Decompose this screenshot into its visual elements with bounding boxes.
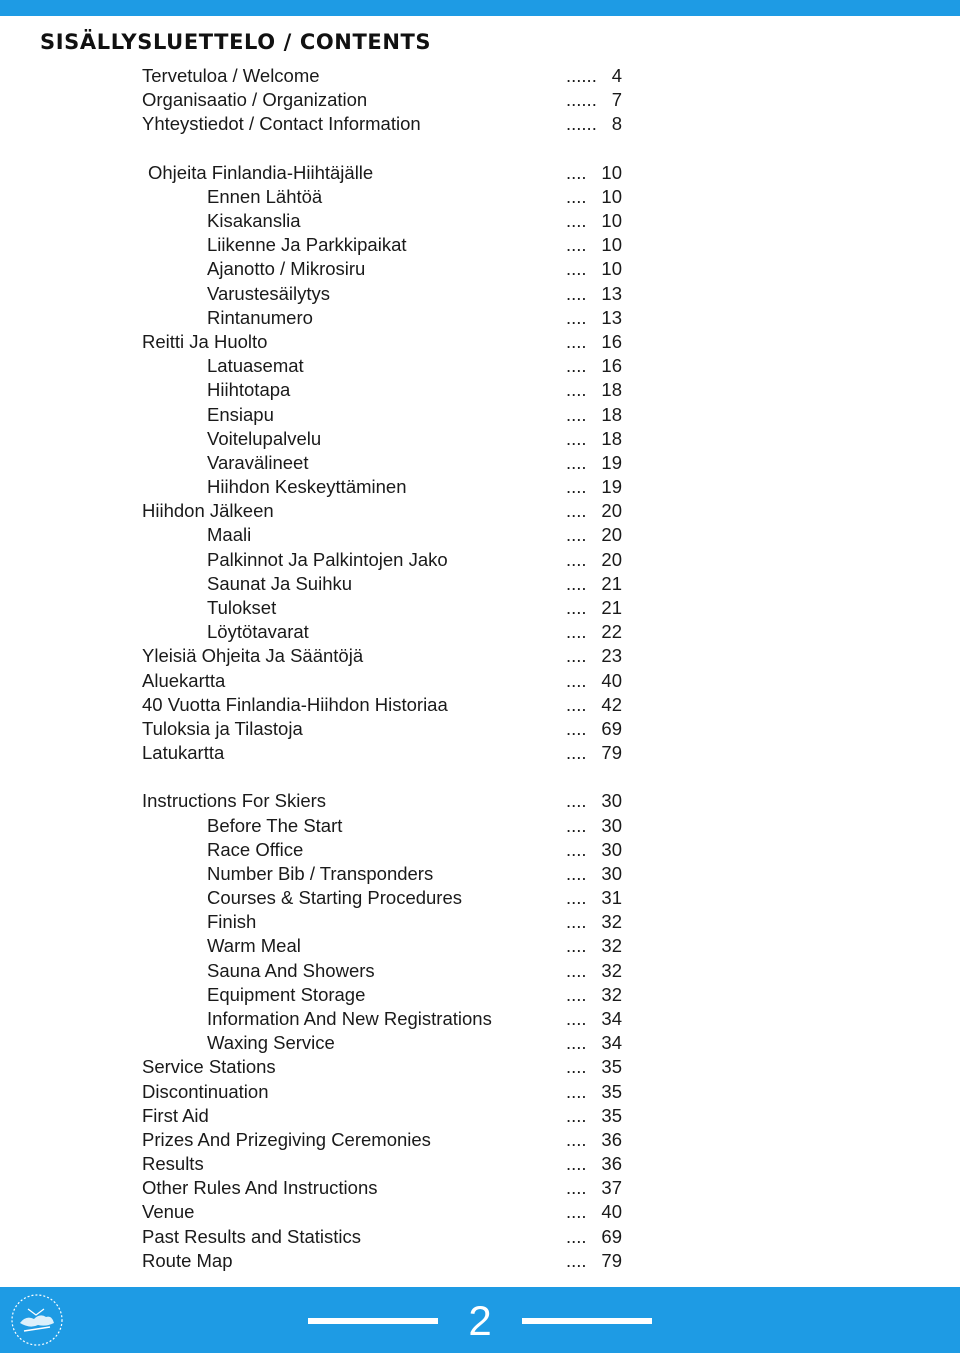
toc-entry-label: Latuasemat <box>207 355 304 377</box>
toc-entry-label: Hiihdon Keskeyttäminen <box>207 476 407 498</box>
toc-entry-label: Reitti Ja Huolto <box>142 330 268 352</box>
toc-entry-page: 36 <box>601 1128 622 1150</box>
toc-entry <box>0 161 960 185</box>
toc-entry <box>0 669 960 693</box>
toc-entry-page: 79 <box>601 742 622 764</box>
toc-entry-label: Venue <box>142 1201 195 1223</box>
toc-entry <box>0 910 960 934</box>
toc-entry-label: Finish <box>207 911 257 933</box>
toc-entry-page: 21 <box>601 596 622 618</box>
toc-entry-page: 13 <box>601 282 622 304</box>
toc-entry-label: Ohjeita Finlandia-Hiihtäjälle <box>148 161 374 183</box>
toc-entry-label: Rintanumero <box>207 306 313 328</box>
toc-entry <box>0 185 960 209</box>
toc-entry-label: Palkinnot Ja Palkintojen Jako <box>207 548 448 570</box>
page-footer <box>0 1287 960 1353</box>
toc-entry-page: 16 <box>601 355 622 377</box>
toc-entry-leader: .... <box>566 742 587 764</box>
toc-entry-label: Latukartta <box>142 742 225 764</box>
toc-entry-page: 10 <box>601 185 622 207</box>
toc-entry-leader: .... <box>566 1177 587 1199</box>
toc-entry <box>0 1007 960 1031</box>
toc-entry-label: Before The Start <box>207 814 343 836</box>
toc-entry-leader: .... <box>566 282 587 304</box>
toc-entry-leader: .... <box>566 234 587 256</box>
toc-entry-label: Sauna And Showers <box>207 959 375 981</box>
toc-entry-label: Hiihdon Jälkeen <box>142 500 274 522</box>
toc-entry <box>0 282 960 306</box>
toc-entry-label: Discontinuation <box>142 1080 269 1102</box>
toc-entry <box>0 1055 960 1079</box>
toc-entry-label: Liikenne Ja Parkkipaikat <box>207 234 407 256</box>
toc-entry-page: 30 <box>601 838 622 860</box>
toc-entry <box>0 427 960 451</box>
toc-entry <box>0 814 960 838</box>
toc-spacer <box>0 137 960 161</box>
toc-entry-leader: .... <box>566 693 587 715</box>
toc-entry-page: 18 <box>601 427 622 449</box>
toc-entry <box>0 112 960 136</box>
toc-entry-leader: .... <box>566 427 587 449</box>
toc-entry-page: 34 <box>601 1008 622 1030</box>
toc-entry-leader: ...... <box>566 65 597 86</box>
toc-entry-page: 32 <box>601 983 622 1005</box>
toc-entry-leader: .... <box>566 1249 587 1271</box>
toc-entry-page: 10 <box>601 210 622 232</box>
toc-entry-leader: .... <box>566 717 587 739</box>
toc-entry-page: 37 <box>601 1177 622 1199</box>
toc-entry-leader: .... <box>566 548 587 570</box>
toc-entry-page: 20 <box>601 500 622 522</box>
toc-entry-label: 40 Vuotta Finlandia-Hiihdon Historiaa <box>142 693 448 715</box>
toc-entry-leader: .... <box>566 572 587 594</box>
toc-entry-page: 10 <box>601 258 622 280</box>
toc-entry <box>0 378 960 402</box>
toc-entry <box>0 572 960 596</box>
toc-entry-label: Yhteystiedot / Contact Information <box>142 113 421 135</box>
toc-entry-leader: .... <box>566 790 587 812</box>
toc-entry <box>0 88 960 112</box>
toc-entry <box>0 475 960 499</box>
toc-entry-leader: .... <box>566 1008 587 1030</box>
toc-entry-page: 13 <box>601 306 622 328</box>
toc-entry <box>0 983 960 1007</box>
toc-entry <box>0 523 960 547</box>
toc-entry-page: 69 <box>601 717 622 739</box>
toc-entry-leader: .... <box>566 355 587 377</box>
toc-entry-leader: .... <box>566 1201 587 1223</box>
toc-entry <box>0 64 960 88</box>
toc-entry-label: Saunat Ja Suihku <box>207 572 353 594</box>
toc-entry <box>0 209 960 233</box>
toc-entry <box>0 741 960 765</box>
toc-entry-label: First Aid <box>142 1104 209 1126</box>
toc-entry <box>0 693 960 717</box>
toc-entry-leader: .... <box>566 1032 587 1054</box>
toc-entry-page: 42 <box>601 693 622 715</box>
toc-entry-leader: .... <box>566 911 587 933</box>
toc-entry-label: Courses & Starting Procedures <box>207 887 463 909</box>
toc-entry-label: Race Office <box>207 838 304 860</box>
toc-entry-label: Hiihtotapa <box>207 379 291 401</box>
toc-entry-page: 19 <box>601 451 622 473</box>
toc-entry <box>0 1031 960 1055</box>
toc-entry-label: Information And New Registrations <box>207 1008 492 1030</box>
toc-entry-leader: .... <box>566 524 587 546</box>
toc-entry <box>0 451 960 475</box>
toc-entry-label: Ennen Lähtöä <box>207 185 323 207</box>
toc-entry <box>0 717 960 741</box>
toc-entry-leader: .... <box>566 959 587 981</box>
toc-entry-label: Ensiapu <box>207 403 274 425</box>
toc-entry-leader: .... <box>566 814 587 836</box>
toc-entry-leader: .... <box>566 306 587 328</box>
toc-entry-label: Prizes And Prizegiving Ceremonies <box>142 1128 431 1150</box>
toc-entry <box>0 330 960 354</box>
toc-entry-leader: ...... <box>566 89 597 111</box>
toc-entry-page: 32 <box>601 959 622 981</box>
toc-entry-page: 10 <box>601 234 622 256</box>
toc-entry-page: 23 <box>601 645 622 667</box>
toc-entry <box>0 934 960 958</box>
toc-entry-label: Past Results and Statistics <box>142 1225 362 1247</box>
toc-entry-label: Tervetuloa / Welcome <box>142 65 320 86</box>
toc-entry-label: Equipment Storage <box>207 983 366 1005</box>
toc-entry <box>0 1249 960 1273</box>
toc-entry-label: Kisakanslia <box>207 210 301 232</box>
toc-entry <box>0 1128 960 1152</box>
toc-entry-leader: .... <box>566 1104 587 1126</box>
toc-entry-label: Aluekartta <box>142 669 226 691</box>
toc-entry-label: Löytötavarat <box>207 621 309 643</box>
toc-entry-page: 18 <box>601 379 622 401</box>
toc-entry-page: 16 <box>601 330 622 352</box>
toc-entry-page: 35 <box>601 1104 622 1126</box>
toc-entry-leader: .... <box>566 935 587 957</box>
page-title: SISÄLLYSLUETTELO / CONTENTS <box>40 30 432 54</box>
toc-entry-leader: .... <box>566 887 587 909</box>
toc-entry <box>0 886 960 910</box>
toc-entry-label: Varavälineet <box>207 451 309 473</box>
toc-entry-leader: .... <box>566 1128 587 1150</box>
toc-entry-leader: .... <box>566 596 587 618</box>
toc-entry-label: Varustesäilytys <box>207 282 331 304</box>
toc-entry-leader: .... <box>566 1056 587 1078</box>
toc-entry-leader: .... <box>566 669 587 691</box>
toc-entry-label: Warm Meal <box>207 935 301 957</box>
toc-entry-leader: .... <box>566 185 587 207</box>
toc-entry <box>0 306 960 330</box>
toc-entry <box>0 620 960 644</box>
page-number: 2 <box>468 1297 492 1344</box>
toc-entry <box>0 257 960 281</box>
toc-entry <box>0 548 960 572</box>
toc-entry <box>0 233 960 257</box>
toc-entry-page: 35 <box>601 1080 622 1102</box>
toc-entry <box>0 644 960 668</box>
toc-entry-leader: .... <box>566 1225 587 1247</box>
toc-entry-page: 31 <box>601 887 622 909</box>
toc-entry-label: Waxing Service <box>207 1032 335 1054</box>
toc-entry-label: Route Map <box>142 1249 233 1271</box>
toc-entry-page: 40 <box>601 669 622 691</box>
toc-entry-page: 34 <box>601 1032 622 1054</box>
toc-entry-label: Results <box>142 1153 204 1175</box>
toc-entry-leader: .... <box>566 379 587 401</box>
toc-entry-page: 20 <box>601 524 622 546</box>
toc-entry-label: Organisaatio / Organization <box>142 89 368 111</box>
toc-entry-page: 10 <box>601 161 622 183</box>
toc-entry <box>0 838 960 862</box>
toc-entry-label: Tuloksia ja Tilastoja <box>142 717 303 739</box>
toc-entry-page: 19 <box>601 476 622 498</box>
toc-entry-label: Number Bib / Transponders <box>207 862 434 884</box>
toc-entry-leader: .... <box>566 862 587 884</box>
toc-entry <box>0 862 960 886</box>
toc-entry-leader: .... <box>566 1080 587 1102</box>
toc-entry-label: Tulokset <box>207 596 277 618</box>
toc-entry-page: 4 <box>611 65 622 86</box>
footer-rule-right <box>522 1318 652 1324</box>
finlandia-hiihto-logo-icon <box>10 1293 64 1347</box>
toc-entry-page: 69 <box>601 1225 622 1247</box>
toc-entry-leader: .... <box>566 476 587 498</box>
toc-entry-leader: .... <box>566 1153 587 1175</box>
toc-entry <box>0 1152 960 1176</box>
toc-entry-leader: .... <box>566 161 587 183</box>
toc-entry <box>0 1104 960 1128</box>
toc-entry-label: Ajanotto / Mikrosiru <box>207 258 366 280</box>
toc-entry-page: 7 <box>611 89 622 111</box>
toc-entry-page: 21 <box>601 572 622 594</box>
toc-spacer <box>0 765 960 789</box>
toc-entry <box>0 354 960 378</box>
toc-entry-label: Maali <box>207 524 252 546</box>
toc-entry-page: 32 <box>601 935 622 957</box>
toc-entry-label: Other Rules And Instructions <box>142 1177 378 1199</box>
toc-entry <box>0 959 960 983</box>
toc-entry-leader: .... <box>566 258 587 280</box>
toc-entry-page: 79 <box>601 1249 622 1271</box>
toc-entry-page: 8 <box>611 113 622 135</box>
toc-entry <box>0 499 960 523</box>
toc-entry <box>0 403 960 427</box>
toc-entry-leader: .... <box>566 403 587 425</box>
footer-rule-left <box>308 1318 438 1324</box>
toc-entry-leader: .... <box>566 621 587 643</box>
toc-entry-label: Service Stations <box>142 1056 276 1078</box>
toc-entry-leader: .... <box>566 210 587 232</box>
toc-entry-leader: .... <box>566 645 587 667</box>
toc-entry-leader: .... <box>566 838 587 860</box>
toc-entry-label: Yleisiä Ohjeita Ja Sääntöjä <box>142 645 364 667</box>
toc-entry-label: Instructions For Skiers <box>142 790 327 812</box>
toc-entry <box>0 1200 960 1224</box>
toc-entry <box>0 1080 960 1104</box>
toc-entry-page: 22 <box>601 621 622 643</box>
toc-entry-leader: ...... <box>566 113 597 135</box>
toc-entry-leader: .... <box>566 330 587 352</box>
toc-entry-page: 30 <box>601 790 622 812</box>
toc-entry-page: 18 <box>601 403 622 425</box>
toc-entry-page: 40 <box>601 1201 622 1223</box>
toc-entry-page: 36 <box>601 1153 622 1175</box>
toc-entry <box>0 789 960 813</box>
toc-entry-leader: .... <box>566 983 587 1005</box>
top-accent-bar <box>0 0 960 16</box>
toc-entry-page: 30 <box>601 814 622 836</box>
toc-entry <box>0 1176 960 1200</box>
toc-entry-page: 30 <box>601 862 622 884</box>
toc-entry-page: 35 <box>601 1056 622 1078</box>
toc-entry <box>0 596 960 620</box>
toc-entry-leader: .... <box>566 451 587 473</box>
toc-entry-page: 32 <box>601 911 622 933</box>
toc-entry-page: 20 <box>601 548 622 570</box>
toc-entry <box>0 1225 960 1249</box>
toc-entry-label: Voitelupalvelu <box>207 427 322 449</box>
toc-entry-leader: .... <box>566 500 587 522</box>
